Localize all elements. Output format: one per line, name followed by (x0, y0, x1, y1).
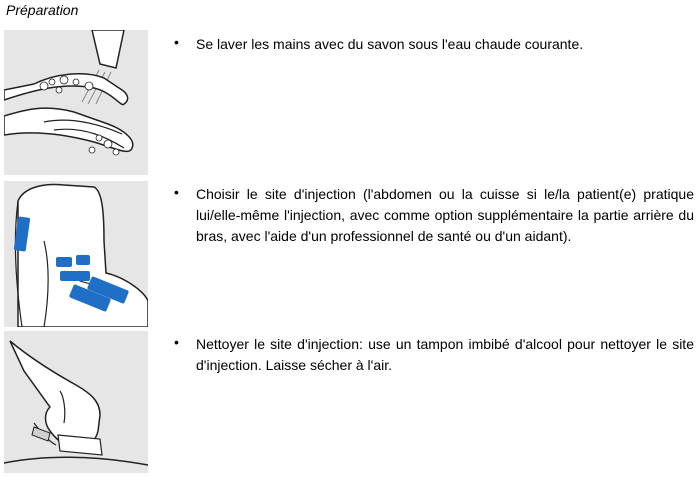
bullet-icon: • (174, 184, 179, 200)
step-2-text: Choisir le site d'injection (l'abdomen ou la cuisse si le/la patient(e) pratique lui/elle-même l'injection, avec comme option supplémentaire la partie arrière du bras, avec l'aide d'un professionnel de santé ou d'un aidant). (196, 186, 694, 244)
bullet-icon: • (174, 34, 179, 50)
bullet-icon: • (174, 334, 179, 350)
alcohol-swab-cleaning-illustration (4, 331, 148, 473)
section-heading: Préparation (6, 2, 79, 18)
step-1-text: Se laver les mains avec du savon sous l'eau chaude courante. (196, 36, 584, 52)
hand-washing-illustration (4, 30, 148, 175)
injection-sites-body-illustration (4, 181, 148, 327)
step-3-text: Nettoyer le site d'injection: use un tampon imbibé d'alcool pour nettoyer le site d'injection. Laisse sécher à l'air. (196, 336, 694, 373)
